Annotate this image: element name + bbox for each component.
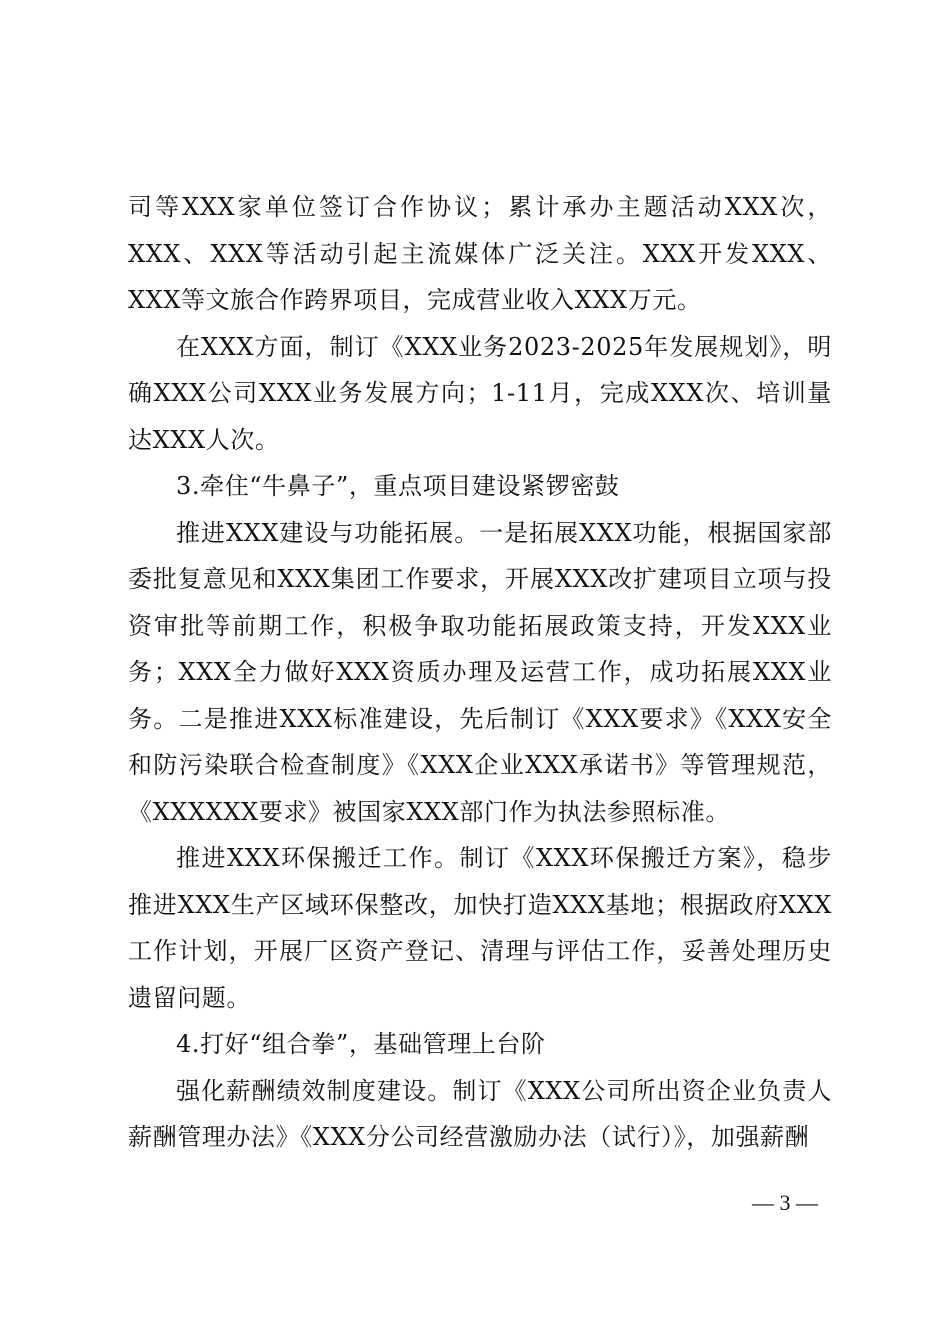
paragraph-body: 推进XXX环保搬迁工作。制订《XXX环保搬迁方案》，稳步推进XXX生产区域环保整改，加快打造XXX基地；根据政府XXX工作计划，开展厂区资产登记、清理与评估工作，妥善处理历史遗留问题。 [128, 844, 832, 1012]
document-body [128, 184, 832, 1161]
paragraph-body: 推进XXX建设与功能拓展。一是拓展XXX功能，根据国家部委批复意见和XXX集团工作要求，开展XXX改扩建项目立项与投资审批等前期工作，积极争取功能拓展政策支持，开发XXX业务；XXX全力做好XXX资质办理及运营工作，成功拓展XXX业务。二是推进XXX标准建设，先后制订《XXX要求》《XXX安全和防污染联合检查制度》《XXX企业XXX承诺书》等管理规范，《XXXXXX要求》被国家XXX部门作为执法参照标准。 [128, 518, 832, 826]
paragraph-body: 强化薪酬绩效制度建设。制订《XXX公司所出资企业负责人薪酬管理办法》《XXX分公司经营激励办法（试行）》，加强薪酬 [128, 1076, 832, 1151]
page-number: — 3 — [752, 1190, 818, 1215]
paragraph-body: 在XXX方面，制订《XXX业务2023-2025年发展规划》，明确XXX公司XXX业务发展方向；1-11月，完成XXX次、培训量达XXX人次。 [128, 332, 832, 454]
section-heading-4: 4.打好“组合拳”，基础管理上台阶 [176, 1030, 546, 1058]
paragraph-continuation: 司等XXX家单位签订合作协议；累计承办主题活动XXX次，XXX、XXX等活动引起主流媒体广泛关注。XXX开发XXX、XXX等文旅合作跨界项目，完成营业收入XXX万元。 [128, 193, 832, 314]
section-heading-3: 3.牵住“牛鼻子”，重点项目建设紧锣密鼓 [176, 472, 620, 500]
